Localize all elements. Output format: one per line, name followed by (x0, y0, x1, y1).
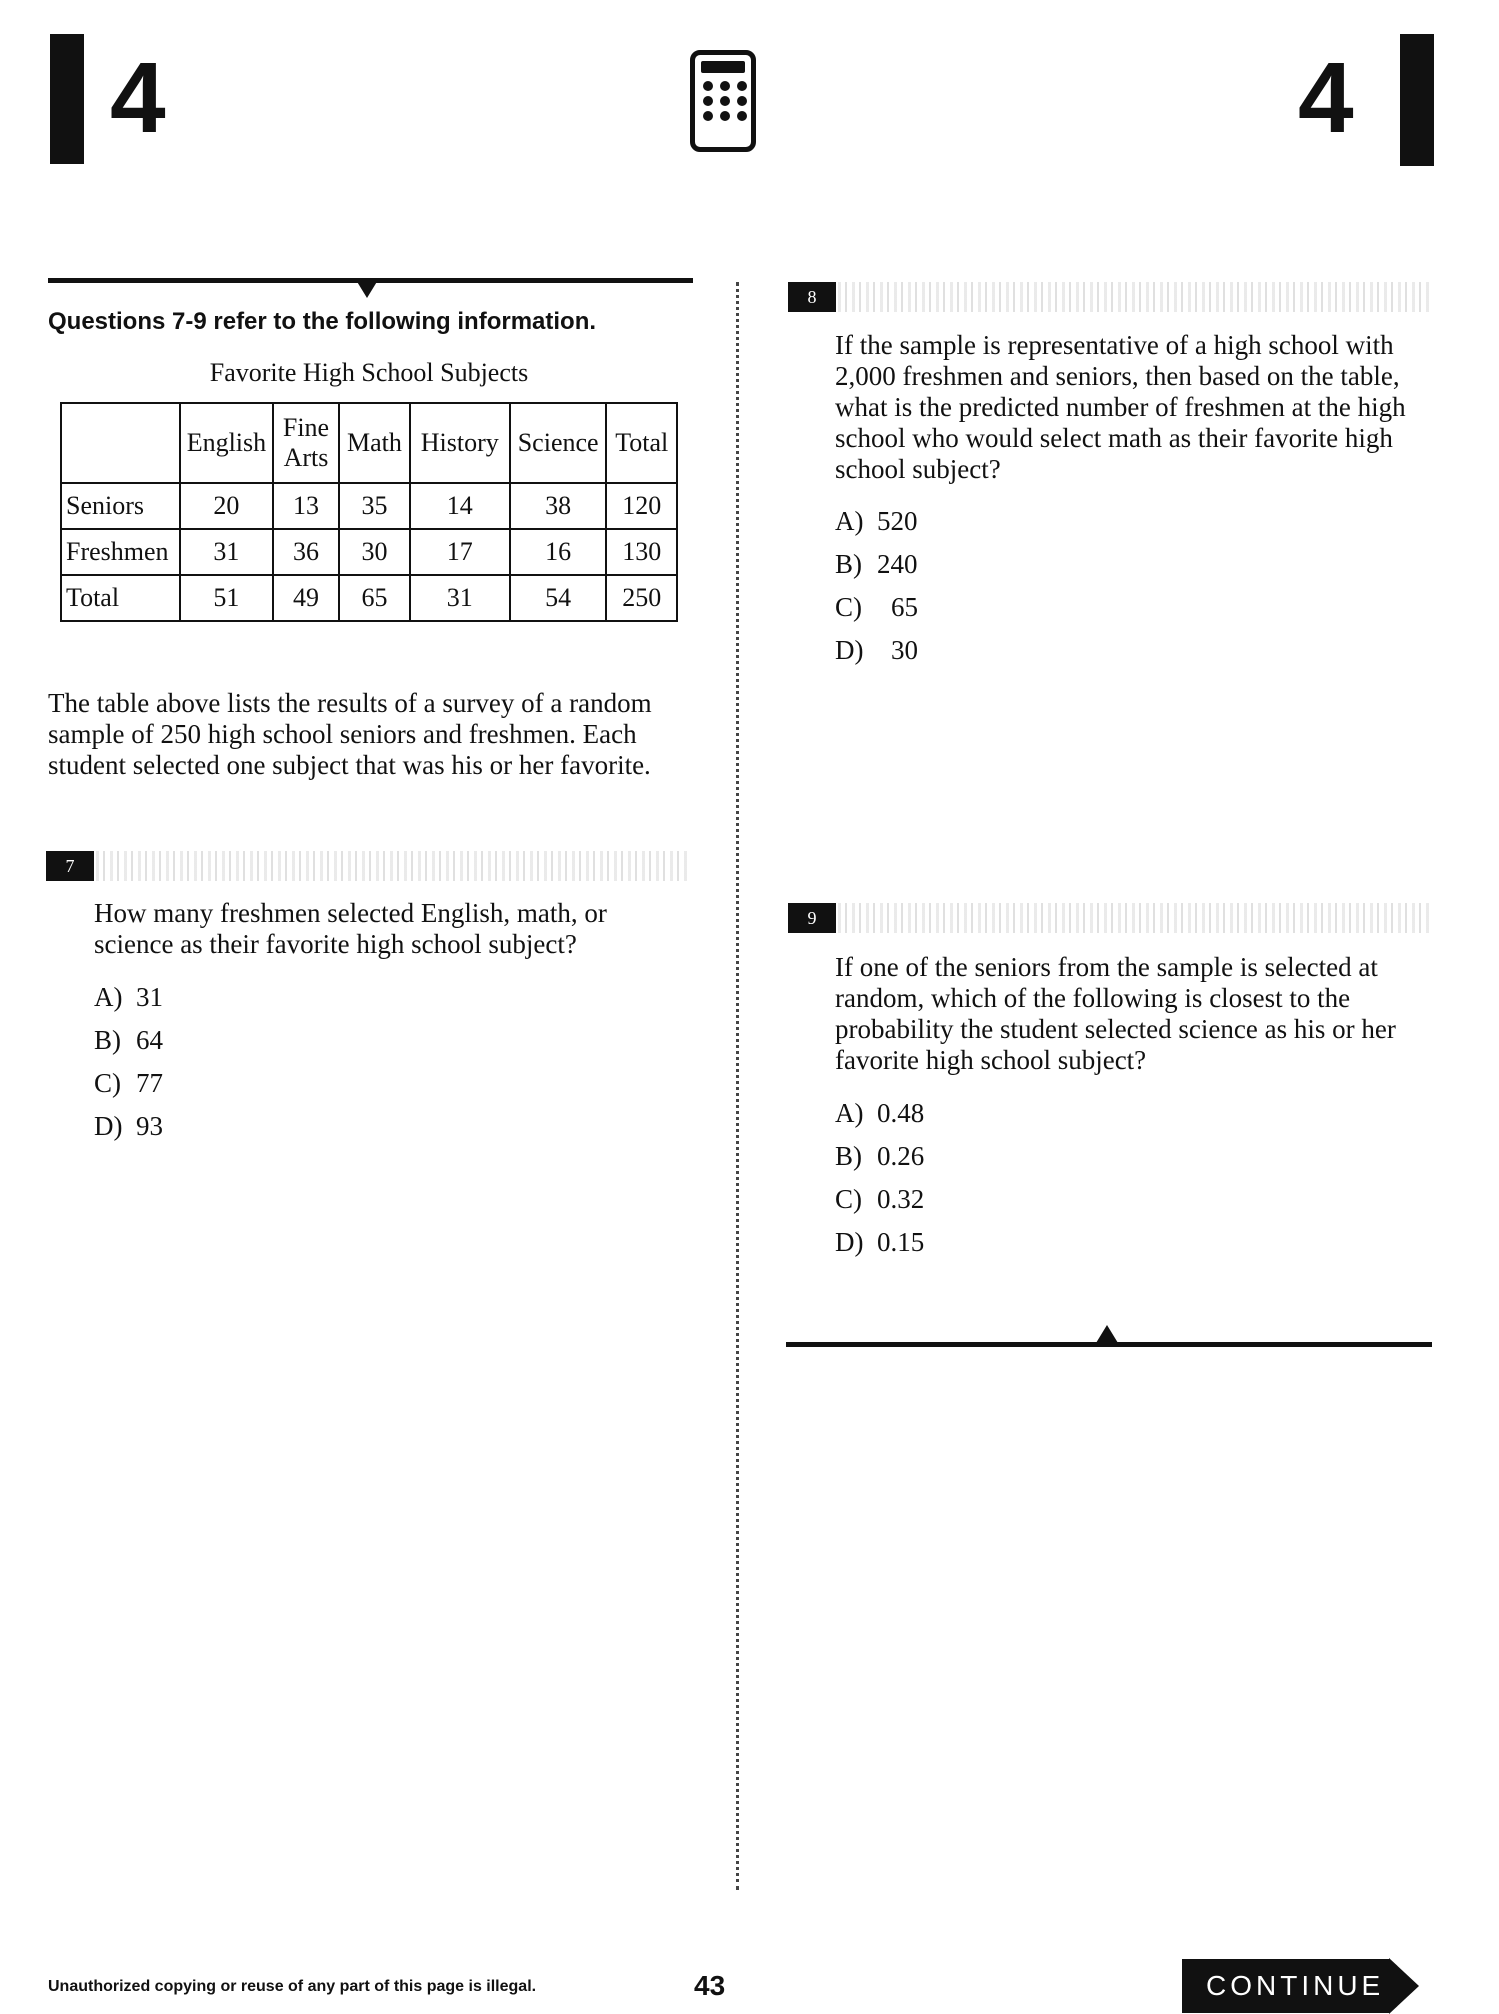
rule-triangle-up (1096, 1325, 1118, 1343)
choice-value: 520 (877, 506, 918, 536)
table-row (61, 529, 677, 575)
table-cell: 130 (606, 529, 677, 575)
continue-button[interactable] (1182, 1958, 1420, 2014)
choice-letter: C) (94, 1068, 121, 1098)
table-cell: 14 (410, 483, 510, 529)
table-cell: 30 (339, 529, 410, 575)
choice-d[interactable] (835, 635, 918, 678)
choice-letter: B) (835, 549, 862, 579)
table-cell: 54 (510, 575, 607, 621)
choice-a[interactable] (835, 506, 918, 549)
page-number: 43 (694, 1970, 726, 2001)
favorite-subjects-table (60, 402, 678, 622)
choice-b[interactable] (94, 1025, 163, 1068)
column-divider (736, 282, 739, 1890)
choice-value: 64 (136, 1025, 163, 1055)
row-label: Freshmen (61, 529, 180, 575)
choice-letter: D) (94, 1111, 123, 1141)
rule-triangle-down (356, 280, 378, 298)
table-cell: 35 (339, 483, 410, 529)
left-section-bar (50, 34, 84, 164)
choice-b[interactable] (835, 1141, 924, 1184)
choice-letter: D) (835, 635, 864, 665)
choice-letter: C) (835, 592, 862, 622)
table-row (61, 575, 677, 621)
choice-c[interactable] (835, 592, 918, 635)
choice-letter: A) (835, 1098, 864, 1128)
choice-c[interactable] (835, 1184, 924, 1227)
section-number-left: 4 (110, 42, 166, 154)
table-cell: 250 (606, 575, 677, 621)
section-number-right: 4 (1298, 42, 1354, 154)
choice-value: 31 (136, 982, 163, 1012)
choice-c[interactable] (94, 1068, 163, 1111)
choice-a[interactable] (835, 1098, 924, 1141)
choice-value: 77 (136, 1068, 163, 1098)
table-caption: Favorite High School Subjects (209, 358, 529, 387)
copyright-notice: Unauthorized copying or reuse of any part of this page is illegal. (48, 1978, 537, 1995)
table-cell: 49 (273, 575, 339, 621)
table-cell: 13 (273, 483, 339, 529)
question-9-choices (835, 1098, 924, 1270)
table-corner (61, 403, 180, 483)
choice-value: 93 (136, 1111, 163, 1141)
table-cell: 51 (180, 575, 273, 621)
question-8-number-box: 8 (788, 282, 836, 312)
right-section-bar (1400, 34, 1434, 166)
choice-letter: B) (835, 1141, 862, 1171)
question-7-text: How many freshmen selected English, math, or science as their favorite high school subject? (94, 898, 607, 959)
question-7-number-box: 7 (46, 851, 94, 881)
question-9-text: If one of the seniors from the sample is selected at random, which of the following is closest to the probability the student selected science as his or her favorite high school subject? (835, 952, 1396, 1075)
choice-d[interactable] (835, 1227, 924, 1270)
choice-value: 240 (877, 549, 918, 579)
question-9-header-band (838, 903, 1432, 933)
question-9-number-box: 9 (788, 903, 836, 933)
choice-letter: A) (835, 506, 864, 536)
col-fine-arts: Fine Arts (273, 403, 339, 483)
questions-end-rule (786, 1342, 1432, 1347)
choice-letter: C) (835, 1184, 862, 1214)
choice-value: 0.48 (877, 1098, 925, 1128)
continue-label: CONTINUE (1182, 1959, 1390, 2013)
table-cell: 17 (410, 529, 510, 575)
calculator-icon (690, 50, 756, 152)
question-7-choices (94, 982, 163, 1154)
choice-letter: D) (835, 1227, 864, 1257)
col-math: Math (339, 403, 410, 483)
col-history: History (410, 403, 510, 483)
table-cell: 65 (339, 575, 410, 621)
question-8-text: If the sample is representative of a high school with 2,000 freshmen and seniors, then based on the table, what is the predicted number of freshmen at the high school who would select math as their favorite high school subject? (835, 330, 1406, 484)
table-cell: 36 (273, 529, 339, 575)
continue-arrow-icon (1389, 1958, 1419, 2014)
choice-letter: A) (94, 982, 123, 1012)
table-cell: 120 (606, 483, 677, 529)
row-label: Total (61, 575, 180, 621)
question-8-choices (835, 506, 918, 678)
question-8-header-band (838, 282, 1432, 312)
table-cell: 38 (510, 483, 607, 529)
col-english: English (180, 403, 273, 483)
choice-value: 0.26 (877, 1141, 925, 1171)
table-row (61, 483, 677, 529)
col-total: Total (606, 403, 677, 483)
col-science: Science (510, 403, 607, 483)
choice-value: 65 (891, 592, 918, 622)
choice-d[interactable] (94, 1111, 163, 1154)
table-cell: 31 (410, 575, 510, 621)
choice-letter: B) (94, 1025, 121, 1055)
question-7-header-band (96, 851, 690, 881)
choice-value: 0.32 (877, 1184, 925, 1214)
row-label: Seniors (61, 483, 180, 529)
choice-a[interactable] (94, 982, 163, 1025)
table-cell: 16 (510, 529, 607, 575)
table-cell: 31 (180, 529, 273, 575)
intro-paragraph: The table above lists the results of a survey of a random sample of 250 high school seniors and freshmen. Each student selected one subject that was his or her favorite. (48, 688, 652, 780)
choice-b[interactable] (835, 549, 918, 592)
table-header-row (61, 403, 677, 483)
choice-value: 30 (891, 635, 918, 665)
intro-heading: Questions 7-9 refer to the following information. (48, 308, 597, 335)
choice-value: 0.15 (877, 1227, 925, 1257)
table-cell: 20 (180, 483, 273, 529)
